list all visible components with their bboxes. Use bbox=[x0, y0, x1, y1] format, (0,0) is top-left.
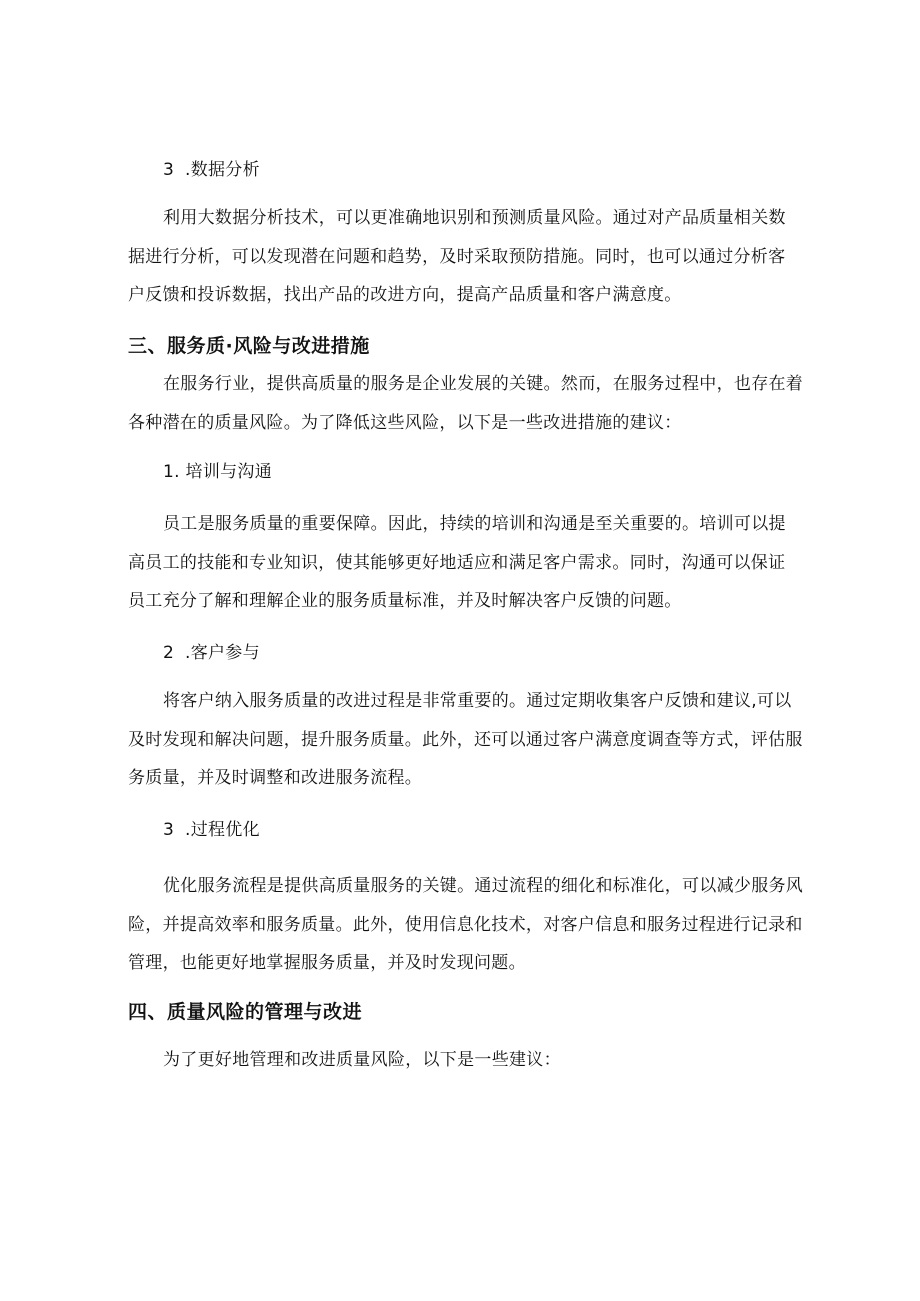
subheading-title: .数据分析 bbox=[185, 160, 260, 180]
paragraph-line: 险，并提高效率和服务质量。此外，使用信息化技术，对客户信息和服务过程进行记录和 bbox=[128, 915, 803, 935]
section-heading-4: 四、质量风险的管理与改进 bbox=[128, 1001, 363, 1023]
paragraph-line: 优化服务流程是提供高质量服务的关键。通过流程的细化和标准化，可以减少服务风 bbox=[163, 876, 804, 896]
paragraph-line: 为了更好地管理和改进质量风险，以下是一些建议： bbox=[163, 1050, 561, 1070]
subheading-number: 2 bbox=[163, 643, 175, 663]
subheading-number: 3 bbox=[163, 160, 175, 180]
paragraph-line: 在服务行业，提供高质量的服务是企业发展的关键。然而，在服务过程中，也存在着 bbox=[163, 374, 804, 394]
paragraph-line: 高员工的技能和专业知识，使其能够更好地适应和满足客户需求。同时，沟通可以保证 bbox=[128, 553, 786, 573]
paragraph-line: 员工是服务质量的重要保障。因此，持续的培训和沟通是至关重要的。培训可以提 bbox=[163, 514, 786, 534]
paragraph-line: 及时发现和解决问题，提升服务质量。此外，还可以通过客户满意度调查等方式，评估服 bbox=[128, 730, 803, 750]
subheading-data-analysis bbox=[163, 159, 260, 181]
subheading-number: 3 bbox=[163, 820, 175, 840]
paragraph-line: 管理，也能更好地掌握服务质量，并及时发现问题。 bbox=[128, 953, 526, 973]
paragraph-line: 据进行分析，可以发现潜在问题和趋势，及时采取预防措施。同时，也可以通过分析客 bbox=[128, 247, 786, 267]
section-heading-3: 三、服务质·风险与改进措施 bbox=[128, 335, 370, 357]
subheading-title: .客户参与 bbox=[185, 643, 260, 663]
paragraph-line: 将客户纳入服务质量的改进过程是非常重要的。通过定期收集客户反馈和建议,可以 bbox=[163, 691, 792, 711]
paragraph-line: 员工充分了解和理解企业的服务质量标准，并及时解决客户反馈的问题。 bbox=[128, 591, 682, 611]
subheading-training: 1. 培训与沟通 bbox=[163, 462, 273, 482]
paragraph-line: 各种潜在的质量风险。为了降低这些风险，以下是一些改进措施的建议： bbox=[128, 413, 682, 433]
paragraph-line: 利用大数据分析技术，可以更准确地识别和预测质量风险。通过对产品质量相关数 bbox=[163, 208, 786, 228]
paragraph-line: 务质量，并及时调整和改进服务流程。 bbox=[128, 768, 423, 788]
subheading-process-optimization bbox=[163, 819, 260, 841]
paragraph-line: 户反馈和投诉数据，找出产品的改进方向，提高产品质量和客户满意度。 bbox=[128, 285, 682, 305]
subheading-customer-participation bbox=[163, 642, 260, 664]
subheading-title: .过程优化 bbox=[185, 820, 260, 840]
